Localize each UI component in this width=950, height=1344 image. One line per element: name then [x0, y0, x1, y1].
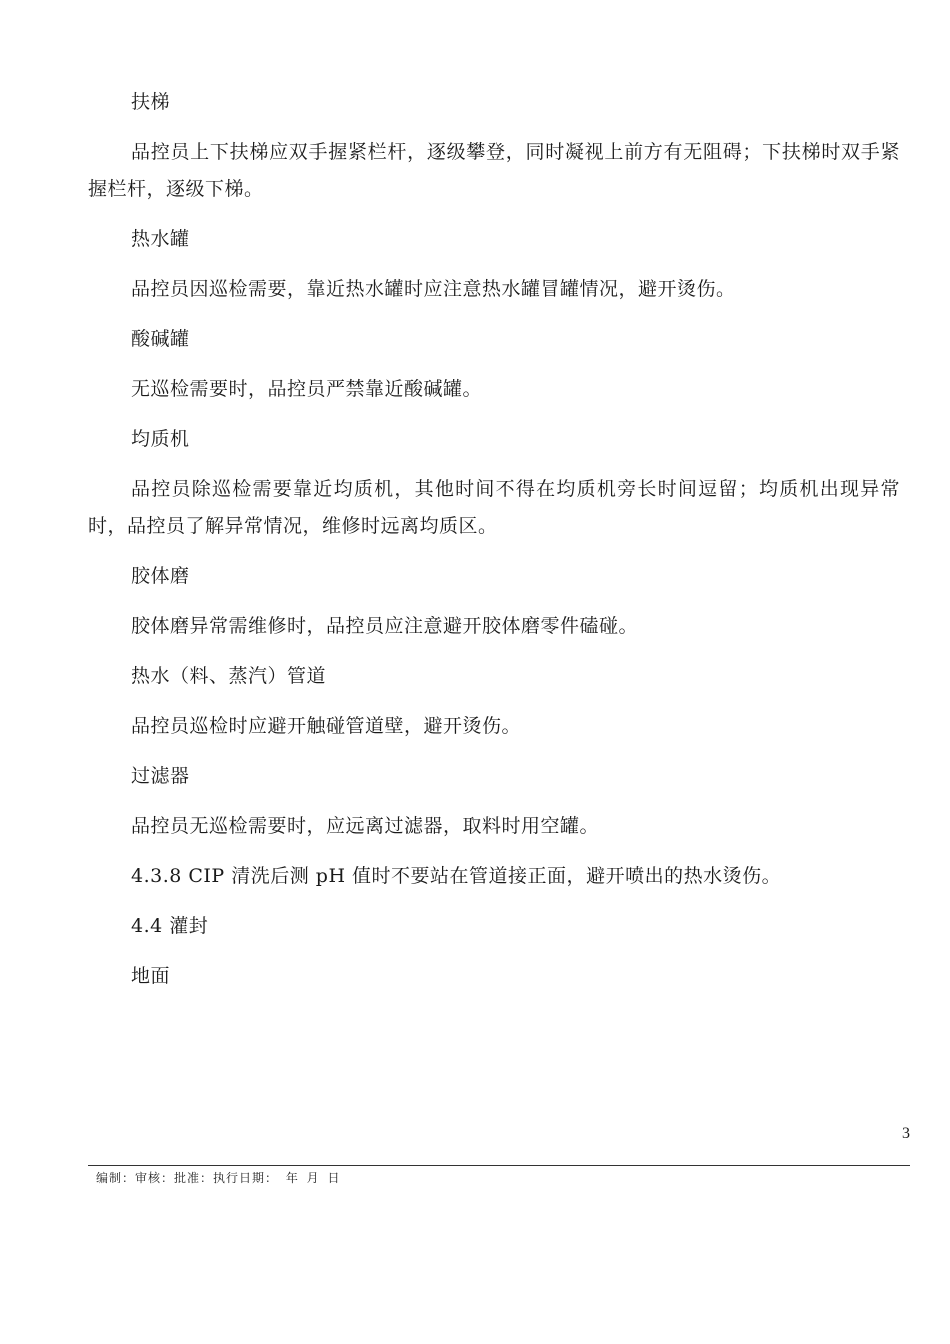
- footer-approval-line: 编制：审核：批准：执行日期： 年 月 日: [96, 1171, 341, 1185]
- para-escalator: 品控员上下扶梯应双手握紧栏杆，逐级攀登，同时凝视上前方有无阻碍；下扶梯时双手紧握栏杆，逐级下梯。: [88, 141, 900, 200]
- para-cip-cleaning: 4.3.8 CIP 清洗后测 pH 值时不要站在管道接正面，避开喷出的热水烫伤。: [131, 865, 782, 887]
- page-number: 3: [902, 1125, 910, 1142]
- heading-hot-water-tank: 热水罐: [131, 228, 190, 250]
- para-homogenizer: 品控员除巡检需要靠近均质机，其他时间不得在均质机旁长时间逗留；均质机出现异常时，品控员了解异常情况，维修时远离均质区。: [88, 478, 900, 537]
- heading-hot-pipes: 热水（料、蒸汽）管道: [131, 665, 327, 687]
- body-content: [88, 84, 900, 1008]
- heading-escalator: 扶梯: [131, 91, 171, 113]
- heading-filling-sealing: 4.4 灌封: [131, 915, 209, 937]
- para-hot-pipes: 品控员巡检时应避开触碰管道壁，避开烫伤。: [131, 715, 522, 737]
- heading-colloid-mill: 胶体磨: [131, 565, 190, 587]
- para-hot-water-tank: 品控员因巡检需要，靠近热水罐时应注意热水罐冒罐情况，避开烫伤。: [131, 278, 736, 300]
- para-acid-alkali-tank: 无巡检需要时，品控员严禁靠近酸碱罐。: [131, 378, 483, 400]
- para-colloid-mill: 胶体磨异常需维修时，品控员应注意避开胶体磨零件磕碰。: [131, 615, 639, 637]
- footer-divider: [88, 1165, 910, 1166]
- heading-filter: 过滤器: [131, 765, 190, 787]
- heading-floor: 地面: [131, 965, 171, 987]
- para-filter: 品控员无巡检需要时，应远离过滤器，取料时用空罐。: [131, 815, 600, 837]
- heading-acid-alkali-tank: 酸碱罐: [131, 328, 190, 350]
- heading-homogenizer: 均质机: [131, 428, 190, 450]
